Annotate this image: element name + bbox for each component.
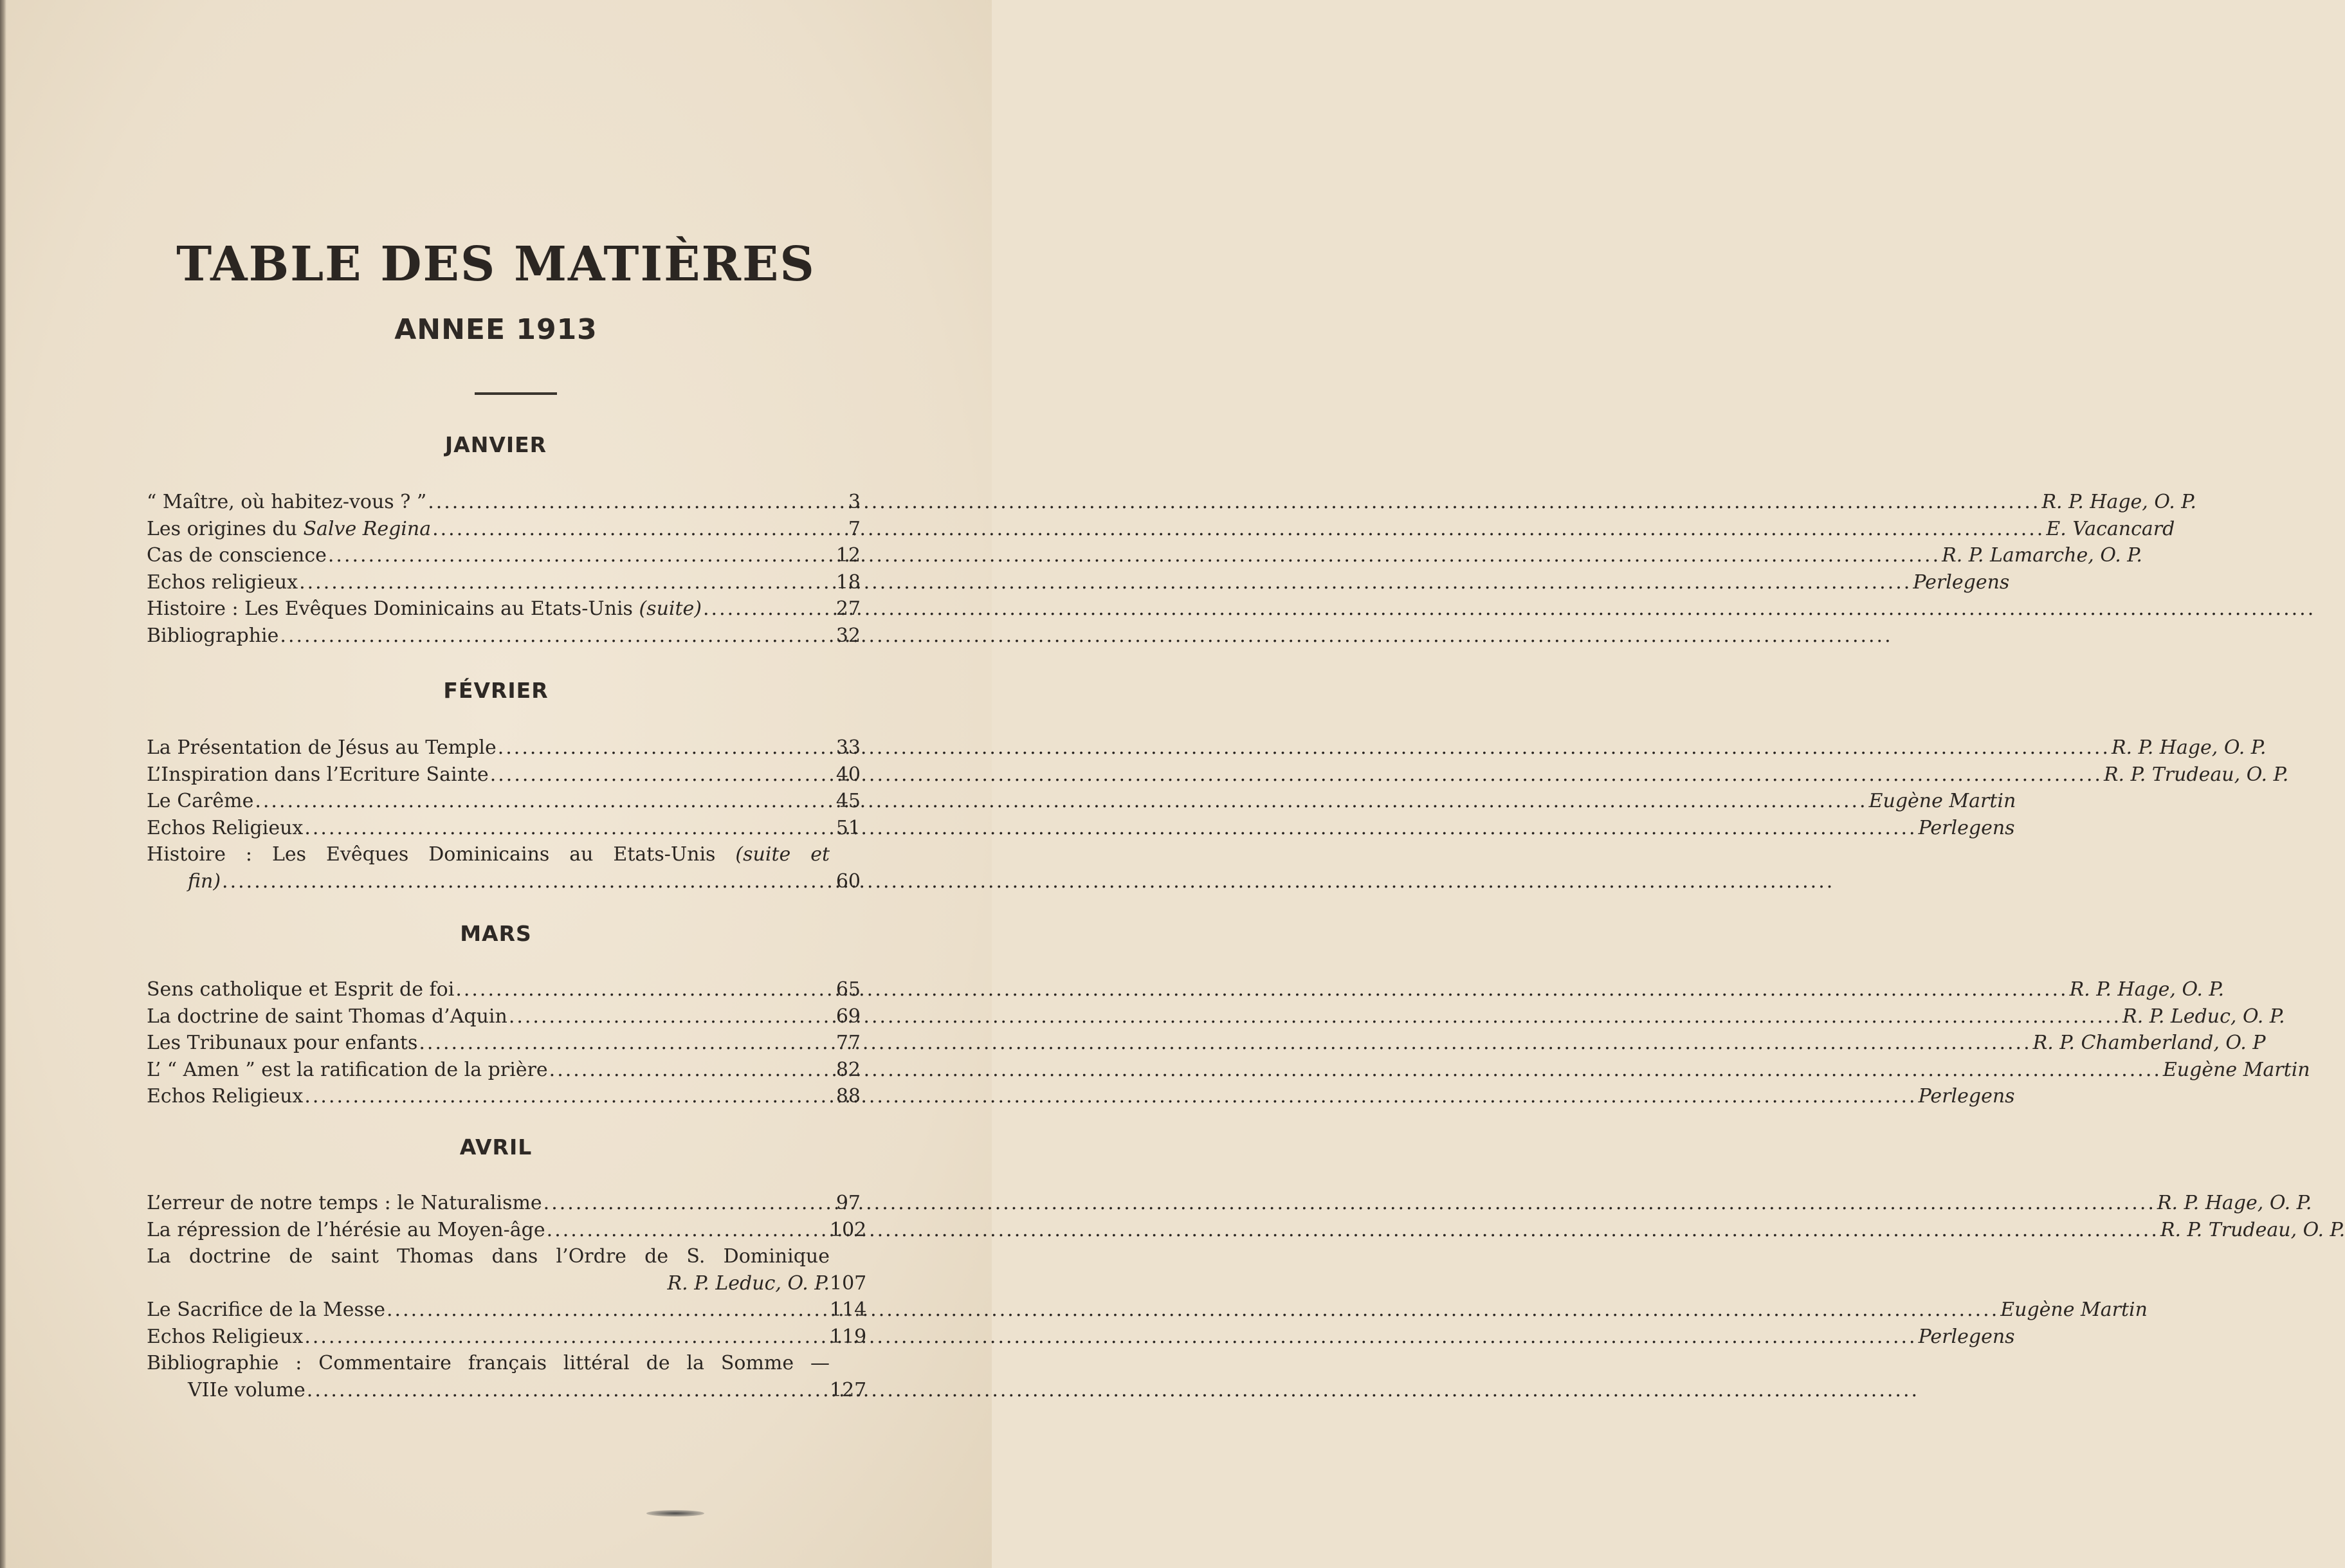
entry-page: 40 [835,763,861,786]
entry-page: 18 [835,570,861,594]
leader-dots [547,1217,2159,1244]
entry-title: Echos Religieux [147,1325,304,1348]
entry-title: Echos Religieux [147,816,304,839]
entry-title: L’erreur de notre temps : le Naturalisme [147,1192,542,1214]
leader-dots [307,1377,1919,1404]
ink-smudge [646,1510,704,1517]
entry-page: 82 [835,1058,861,1081]
leader-dots [509,1003,2121,1030]
entry-title-italic: (suite) [639,597,702,620]
entry-author: R. P. Leduc, O. P. [667,1272,830,1295]
toc-entry [147,788,2016,815]
title-divider [475,392,557,395]
entry-title-italic: fin) [188,870,221,893]
entry-author: Eugène Martin [1868,790,2016,812]
entry-title: Le Sacrifice de la Messe [147,1299,386,1321]
entry-author: Perlegens [1918,816,2015,839]
entry-title-text: Les origines du [147,517,304,540]
entry-author: R. P. Leduc, O. P. [2122,1005,2285,1028]
entry-title: Bibliographie [147,624,279,647]
entry-author: R. P. Hage, O. P. [2157,1192,2312,1214]
entry-page: 27 [835,597,861,620]
entry-title-text: Histoire : Les Evêques Dominicains au Etats-Unis [147,843,736,866]
entry-page: 51 [835,816,861,839]
leader-dots [543,1190,2156,1217]
entry-page: 3 [848,491,861,513]
toc-entry [147,1297,2148,1324]
section-heading-avril: AVRIL [459,1135,533,1160]
leader-dots [490,761,2103,789]
toc-entry [147,1083,2015,1110]
entry-title [147,516,431,543]
toc-entry [147,1350,885,1377]
toc-entry [147,542,2142,569]
entry-title: Bibliographie : Commentaire français littéral de la Somme — [147,1352,830,1374]
entry-author: R. P. Hage, O. P. [2069,978,2225,1001]
entry-page: 119 [830,1325,867,1348]
entry-page: 114 [830,1299,867,1321]
entry-page: 65 [835,978,861,1001]
entry-title: L’Inspiration dans l’Ecriture Sainte [147,763,489,786]
entry-title: Cas de conscience [147,544,327,567]
leader-dots [387,1297,1999,1324]
entry-title: “ Maître, où habitez-vous ? ” [147,491,427,513]
toc-entry [147,841,885,868]
entry-title: Le Carême [147,790,254,812]
toc-entry-continuation [147,868,885,895]
toc-entry-continuation [147,1270,885,1297]
entry-author: R. P. Trudeau, O. P. [2160,1218,2345,1241]
toc-entry [147,1030,2266,1057]
leader-dots [280,623,1892,650]
toc-entry [147,761,2289,789]
entry-title-italic: (suite et [735,843,830,866]
entry-title: Echos religieux [147,570,298,594]
section-list-janvier [147,489,2196,649]
toc-entry-continuation [147,1377,885,1404]
entry-page: 60 [835,870,861,893]
leader-dots [304,1324,1917,1351]
section-heading-mars: MARS [460,921,532,946]
toc-entry [147,516,2175,543]
entry-title: La doctrine de saint Thomas dans l’Ordre de S. Dominique [147,1245,830,1268]
toc-entry [147,815,2015,842]
entry-page: 12 [835,544,861,567]
leader-dots [419,1030,2031,1057]
entry-title: La doctrine de saint Thomas d’Aquin [147,1005,507,1028]
entry-author: Perlegens [1918,1325,2015,1348]
entry-page: 102 [830,1218,867,1241]
toc-entry [147,569,2010,596]
toc-entry [147,596,885,623]
entry-author: R. P. Lamarche, O. P. [1942,544,2142,567]
entry-title [147,596,702,623]
leader-dots [498,734,2110,761]
leader-dots [703,596,2315,623]
entry-title: VIIe volume [188,1378,306,1401]
entry-author: Eugène Martin [2000,1299,2148,1321]
toc-entry [147,734,2267,761]
section-list-avril [147,1190,2345,1403]
entry-author: R. P. Chamberland, O. P [2032,1032,2266,1054]
entry-title [147,841,830,868]
leader-dots [222,868,1834,895]
entry-title: L’ “ Amen ” est la ratification de la prière [147,1058,548,1081]
leader-dots [432,516,2045,543]
entry-page: 45 [835,790,861,812]
toc-entry [147,1003,2285,1030]
leader-dots [255,788,1867,815]
toc-entry [147,976,2225,1003]
entry-author: Eugène Martin [2162,1058,2310,1081]
leader-dots [304,1083,1917,1110]
entry-author: Perlegens [1918,1085,2015,1108]
entry-title-italic: Salve Regina [303,517,432,540]
entry-title-text: Histoire : Les Evêques Dominicains au Etats-Unis [147,597,639,620]
section-heading-janvier: JANVIER [444,432,547,457]
leader-dots [455,976,2068,1003]
entry-page: 33 [835,736,861,759]
leader-dots [428,489,2040,516]
toc-entry [147,623,885,650]
entry-page: 77 [835,1032,861,1054]
toc-entry [147,489,2196,516]
toc-entry [147,1217,2345,1244]
entry-author: Perlegens [1913,570,2010,594]
entry-author: R. P. Trudeau, O. P. [2103,763,2289,786]
entry-author: R. P. Hage, O. P. [2041,491,2196,513]
entry-page: 88 [835,1085,861,1108]
entry-page: 32 [835,624,861,647]
binding-edge [0,0,6,1568]
leader-dots [299,569,1912,596]
entry-page: 127 [830,1378,867,1401]
entry-title: La répression de l’hérésie au Moyen-âge [147,1218,545,1241]
entry-page: 7 [848,517,861,540]
leader-dots [304,815,1917,842]
toc-entry [147,1057,2310,1084]
page-title: TABLE DES MATIÈRES [176,237,816,292]
entry-page: 69 [835,1005,861,1028]
page-subtitle: ANNEE 1913 [394,313,598,346]
toc-entry [147,1324,2015,1351]
leader-dots [328,542,1940,569]
section-list-fevrier [147,734,2289,895]
leader-dots [549,1057,2162,1084]
entry-author: R. P. Hage, O. P. [2111,736,2267,759]
entry-title: Echos Religieux [147,1085,304,1108]
entry-title: La Présentation de Jésus au Temple [147,736,497,759]
section-heading-fevrier: FÉVRIER [443,678,549,703]
entry-title: Sens catholique et Esprit de foi [147,978,455,1001]
toc-entry [147,1190,2312,1217]
entry-title: Les Tribunaux pour enfants [147,1032,418,1054]
entry-page: 97 [835,1192,861,1214]
entry-title [188,868,221,895]
section-list-mars [147,976,2310,1110]
entry-page: 107 [830,1272,867,1295]
toc-entry [147,1243,885,1270]
entry-author: E. Vacancard [2046,517,2175,540]
